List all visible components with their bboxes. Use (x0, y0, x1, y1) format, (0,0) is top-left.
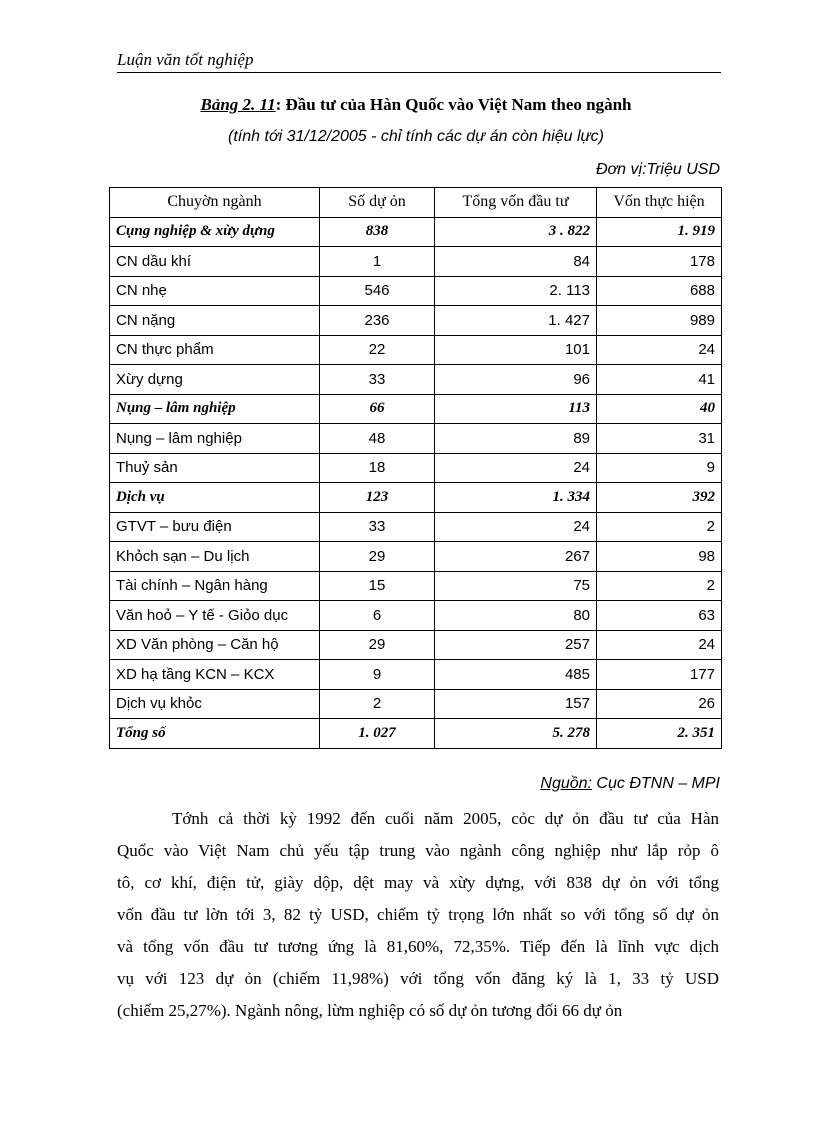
table-row (110, 601, 722, 631)
cell-realized: 2 (597, 571, 722, 601)
cell-investment: 1. 334 (435, 483, 597, 513)
header-projects: Số dự ỏn (320, 188, 435, 218)
cell-sector: CN dầu khí (110, 247, 320, 277)
cell-sector: CN nhẹ (110, 276, 320, 306)
cell-realized: 688 (597, 276, 722, 306)
cell-realized: 63 (597, 601, 722, 631)
paragraph-line: Quốc vào Việt Nam chủ yếu tập trung vào ngành công nghiệp như lắp rỏp ô (117, 841, 719, 860)
table-row (110, 247, 722, 277)
cell-sector: Tài chính – Ngân hàng (110, 571, 320, 601)
cell-realized: 392 (597, 483, 722, 513)
cell-realized: 2 (597, 512, 722, 542)
cell-realized: 2. 351 (597, 719, 722, 749)
paragraph-line: vụ với 123 dự ỏn (chiếm 11,98%) với tổng vốn đăng ký là 1, 33 tỷ USD (117, 969, 719, 988)
cell-realized: 9 (597, 453, 722, 483)
cell-investment: 485 (435, 660, 597, 690)
cell-projects: 1. 027 (320, 719, 435, 749)
source-text: Cục ĐTNN – MPI (591, 775, 720, 792)
cell-sector: Dịch vụ khỏc (110, 689, 320, 719)
table-row (110, 335, 722, 365)
cell-sector: XD Văn phòng – Căn hộ (110, 630, 320, 660)
cell-realized: 989 (597, 306, 722, 336)
cell-projects: 22 (320, 335, 435, 365)
investment-table (109, 187, 722, 749)
table-row (110, 483, 722, 513)
cell-projects: 29 (320, 630, 435, 660)
table-row (110, 542, 722, 572)
cell-investment: 5. 278 (435, 719, 597, 749)
cell-projects: 18 (320, 453, 435, 483)
unit-label: Đơn vị:Triệu USD (595, 161, 720, 178)
paragraph-line: Tớnh cả thời kỳ 1992 đến cuối năm 2005, cỏc dự ỏn đầu tư của Hàn (172, 809, 719, 828)
cell-investment: 1. 427 (435, 306, 597, 336)
table-row (110, 719, 722, 749)
cell-realized: 98 (597, 542, 722, 572)
cell-realized: 24 (597, 630, 722, 660)
cell-investment: 3 . 822 (435, 217, 597, 247)
cell-projects: 29 (320, 542, 435, 572)
cell-projects: 123 (320, 483, 435, 513)
cell-sector: Khỏch sạn – Du lịch (110, 542, 320, 572)
paragraph-line: và tổng vốn đầu tư tương ứng là 81,60%, 72,35%. Tiếp đến là lĩnh vực dịch (117, 937, 719, 956)
cell-sector: Nụng – lâm nghiệp (110, 394, 320, 424)
cell-projects: 15 (320, 571, 435, 601)
table-row (110, 365, 722, 395)
cell-projects: 66 (320, 394, 435, 424)
cell-realized: 1. 919 (597, 217, 722, 247)
cell-projects: 2 (320, 689, 435, 719)
source-label: Nguồn: (540, 775, 592, 792)
cell-investment: 101 (435, 335, 597, 365)
table-header-row (110, 188, 722, 218)
cell-investment: 75 (435, 571, 597, 601)
cell-projects: 33 (320, 512, 435, 542)
cell-projects: 33 (320, 365, 435, 395)
table-row (110, 660, 722, 690)
cell-sector: GTVT – bưu điện (110, 512, 320, 542)
cell-investment: 24 (435, 512, 597, 542)
table-row (110, 276, 722, 306)
paragraph-line: vốn đầu tư lờn tới 3, 82 tỷ USD, chiếm tỷ trọng lớn nhất so với tổng số dự ỏn (117, 905, 719, 924)
cell-sector: CN nặng (110, 306, 320, 336)
cell-sector: Văn hoỏ – Y tế - Giỏo dục (110, 601, 320, 631)
table-row (110, 512, 722, 542)
header-investment: Tổng vốn đầu tư (435, 188, 597, 218)
cell-realized: 24 (597, 335, 722, 365)
table-row (110, 217, 722, 247)
cell-projects: 9 (320, 660, 435, 690)
table-row (110, 453, 722, 483)
cell-projects: 6 (320, 601, 435, 631)
cell-investment: 157 (435, 689, 597, 719)
cell-projects: 1 (320, 247, 435, 277)
cell-projects: 48 (320, 424, 435, 454)
table-row (110, 306, 722, 336)
table-row (110, 394, 722, 424)
cell-sector: Thuỷ sản (110, 453, 320, 483)
cell-sector: Cụng nghiệp & xừy dựng (110, 217, 320, 247)
cell-sector: Tổng số (110, 719, 320, 749)
cell-investment: 84 (435, 247, 597, 277)
cell-projects: 838 (320, 217, 435, 247)
cell-investment: 257 (435, 630, 597, 660)
table-row (110, 630, 722, 660)
cell-sector: CN thực phẩm (110, 335, 320, 365)
cell-sector: XD hạ tầng KCN – KCX (110, 660, 320, 690)
cell-investment: 113 (435, 394, 597, 424)
cell-investment: 89 (435, 424, 597, 454)
cell-realized: 41 (597, 365, 722, 395)
table-title (110, 95, 722, 115)
table-body (110, 217, 722, 748)
cell-projects: 236 (320, 306, 435, 336)
paragraph-line: (chiếm 25,27%). Ngành nông, lừm nghiệp có số dự ỏn tương đối 66 dự ỏn (117, 1001, 623, 1020)
cell-projects: 546 (320, 276, 435, 306)
cell-realized: 31 (597, 424, 722, 454)
header-realized: Vốn thực hiện (597, 188, 722, 218)
table-subtitle: (tính tới 31/12/2005 - chỉ tính các dự án còn hiệu lực) (228, 128, 604, 145)
cell-investment: 2. 113 (435, 276, 597, 306)
cell-realized: 26 (597, 689, 722, 719)
cell-sector: Dịch vụ (110, 483, 320, 513)
cell-investment: 80 (435, 601, 597, 631)
table-row (110, 689, 722, 719)
paragraph-line: tô, cơ khí, điện tử, giày dộp, dệt may và xừy dựng, với 838 dự ỏn với tổng (117, 873, 719, 892)
cell-realized: 177 (597, 660, 722, 690)
table-title-text: : Đầu tư của Hàn Quốc vào Việt Nam theo ngành (275, 95, 632, 114)
body-paragraph (117, 803, 719, 1027)
source-note (540, 775, 720, 793)
cell-realized: 40 (597, 394, 722, 424)
cell-realized: 178 (597, 247, 722, 277)
page-header: Luận văn tốt nghiệp (117, 50, 721, 73)
cell-investment: 267 (435, 542, 597, 572)
cell-sector: Nụng – lâm nghiệp (110, 424, 320, 454)
table-row (110, 571, 722, 601)
cell-sector: Xừy dựng (110, 365, 320, 395)
cell-investment: 24 (435, 453, 597, 483)
table-label: Bảng 2. 11 (200, 95, 276, 114)
table-row (110, 424, 722, 454)
cell-investment: 96 (435, 365, 597, 395)
header-sector: Chuyờn ngành (110, 188, 320, 218)
